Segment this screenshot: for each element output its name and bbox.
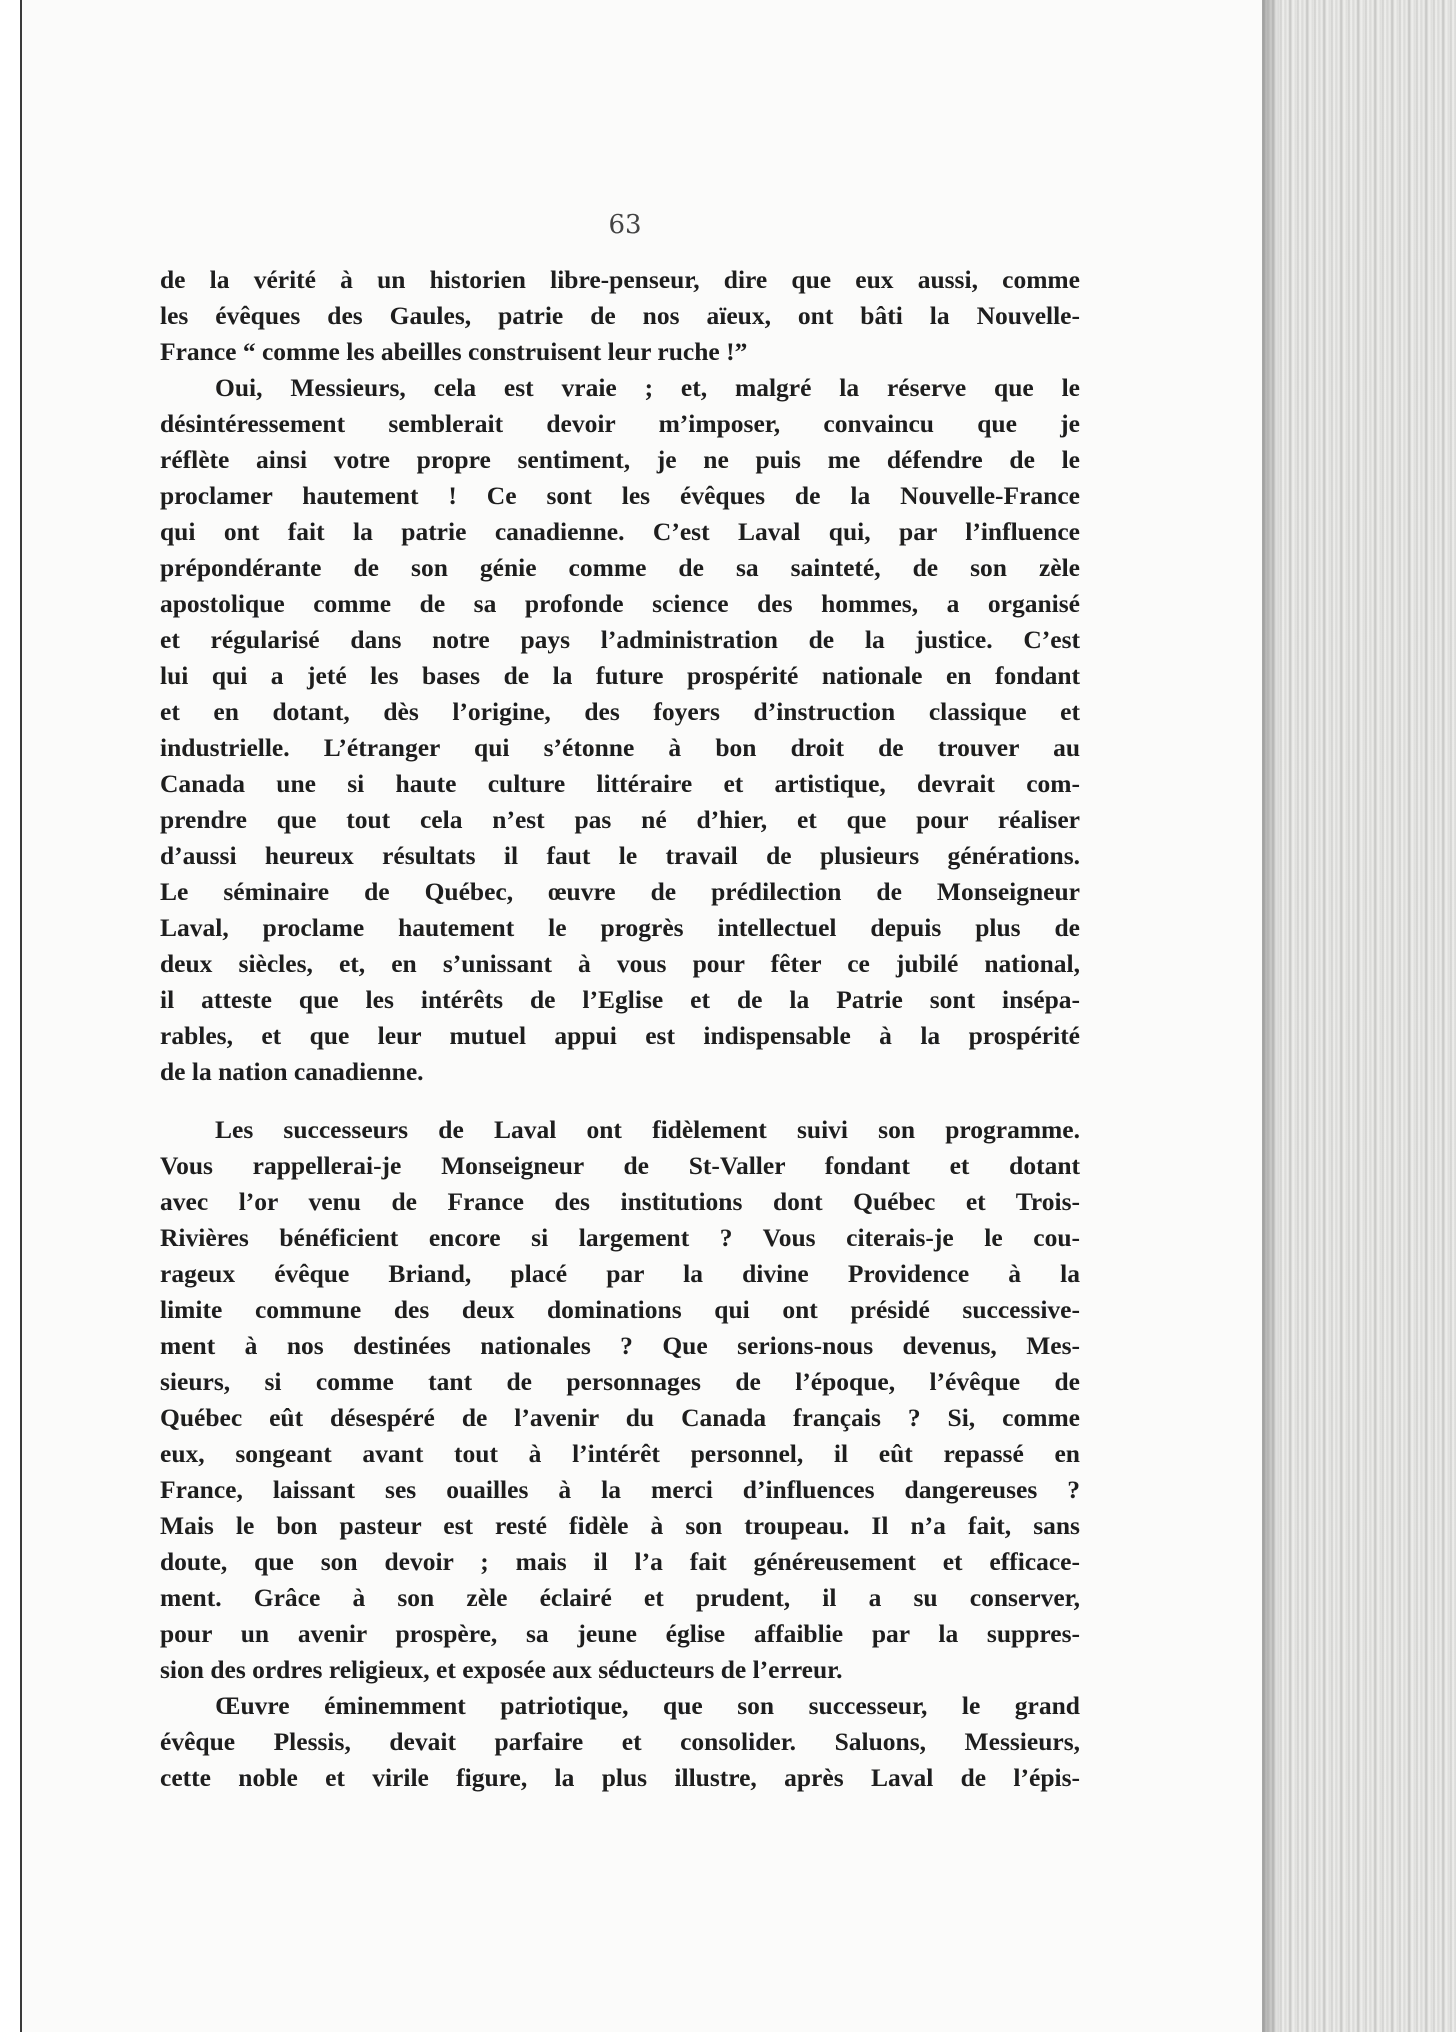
text-line: il atteste que les intérêts de l’Eglise et de la Patrie sont insépa- (160, 985, 1080, 1014)
text-line: les évêques des Gaules, patrie de nos aïeux, ont bâti la Nouvelle- (160, 301, 1080, 330)
page-number: 63 (608, 210, 642, 240)
body-text (160, 262, 1080, 1796)
text-line: et en dotant, dès l’origine, des foyers d’instruction classique et (160, 697, 1080, 726)
text-line: France, laissant ses ouailles à la merci d’influences dangereuses ? (160, 1475, 1080, 1504)
text-line: Rivières bénéficient encore si largement ? Vous citerais-je le cou- (160, 1223, 1080, 1252)
text-line: cette noble et virile figure, la plus illustre, après Laval de l’épis- (160, 1763, 1080, 1792)
text-line: Québec eût désespéré de l’avenir du Canada français ? Si, comme (160, 1403, 1080, 1432)
text-line: eux, songeant avant tout à l’intérêt personnel, il eût repassé en (160, 1439, 1080, 1468)
text-line: sion des ordres religieux, et exposée aux séducteurs de l’erreur. (160, 1655, 843, 1684)
text-line: qui ont fait la patrie canadienne. C’est Laval qui, par l’influence (160, 517, 1080, 546)
text-line: Le séminaire de Québec, œuvre de prédilection de Monseigneur (160, 877, 1080, 906)
text-line: rageux évêque Briand, placé par la divine Providence à la (160, 1259, 1080, 1288)
text-line: proclamer hautement ! Ce sont les évêques de la Nouvelle-France (160, 481, 1080, 510)
text-line: Mais le bon pasteur est resté fidèle à son troupeau. Il n’a fait, sans (160, 1511, 1080, 1540)
text-line: doute, que son devoir ; mais il l’a fait généreusement et efficace- (160, 1547, 1080, 1576)
text-line: pour un avenir prospère, sa jeune église affaiblie par la suppres- (160, 1619, 1080, 1648)
text-line: désintéressement semblerait devoir m’imposer, convaincu que je (160, 409, 1080, 438)
text-line: évêque Plessis, devait parfaire et consolider. Saluons, Messieurs, (160, 1727, 1080, 1756)
text-line: limite commune des deux dominations qui ont présidé successive- (160, 1295, 1080, 1324)
text-line: prépondérante de son génie comme de sa sainteté, de son zèle (160, 553, 1080, 582)
text-line: et régularisé dans notre pays l’administration de la justice. C’est (160, 625, 1080, 654)
text-line: Laval, proclame hautement le progrès intellectuel depuis plus de (160, 913, 1080, 942)
text-line: deux siècles, et, en s’unissant à vous pour fêter ce jubilé national, (160, 949, 1080, 978)
text-line: Canada une si haute culture littéraire et artistique, devrait com- (160, 769, 1080, 798)
text-line: réflète ainsi votre propre sentiment, je ne puis me défendre de le (160, 445, 1080, 474)
gutter-shadow (1262, 0, 1280, 2032)
text-line: rables, et que leur mutuel appui est indispensable à la prospérité (160, 1021, 1080, 1050)
text-line: Oui, Messieurs, cela est vraie ; et, malgré la réserve que le (215, 373, 1080, 402)
text-line: Œuvre éminemment patriotique, que son successeur, le grand (215, 1691, 1080, 1720)
text-line: prendre que tout cela n’est pas né d’hier, et que pour réaliser (160, 805, 1080, 834)
text-line: France “ comme les abeilles construisent leur ruche !” (160, 337, 748, 366)
text-line: de la vérité à un historien libre-penseur, dire que eux aussi, comme (160, 265, 1080, 294)
text-line: d’aussi heureux résultats il faut le travail de plusieurs générations. (160, 841, 1080, 870)
text-line: avec l’or venu de France des institutions dont Québec et Trois- (160, 1187, 1080, 1216)
text-line: ment. Grâce à son zèle éclairé et prudent, il a su conserver, (160, 1583, 1080, 1612)
text-line: ment à nos destinées nationales ? Que serions-nous devenus, Mes- (160, 1331, 1080, 1360)
paragraph-gap (160, 1090, 1080, 1112)
text-line: apostolique comme de sa profonde science des hommes, a organisé (160, 589, 1080, 618)
page-stack-edge (1262, 0, 1456, 2032)
text-line: lui qui a jeté les bases de la future prospérité nationale en fondant (160, 661, 1080, 690)
text-line: Les successeurs de Laval ont fidèlement suivi son programme. (215, 1115, 1080, 1144)
text-line: de la nation canadienne. (160, 1057, 424, 1086)
text-line: Vous rappellerai-je Monseigneur de St-Valler fondant et dotant (160, 1151, 1080, 1180)
text-line: industrielle. L’étranger qui s’étonne à bon droit de trouver au (160, 733, 1080, 762)
text-line: sieurs, si comme tant de personnages de l’époque, l’évêque de (160, 1367, 1080, 1396)
